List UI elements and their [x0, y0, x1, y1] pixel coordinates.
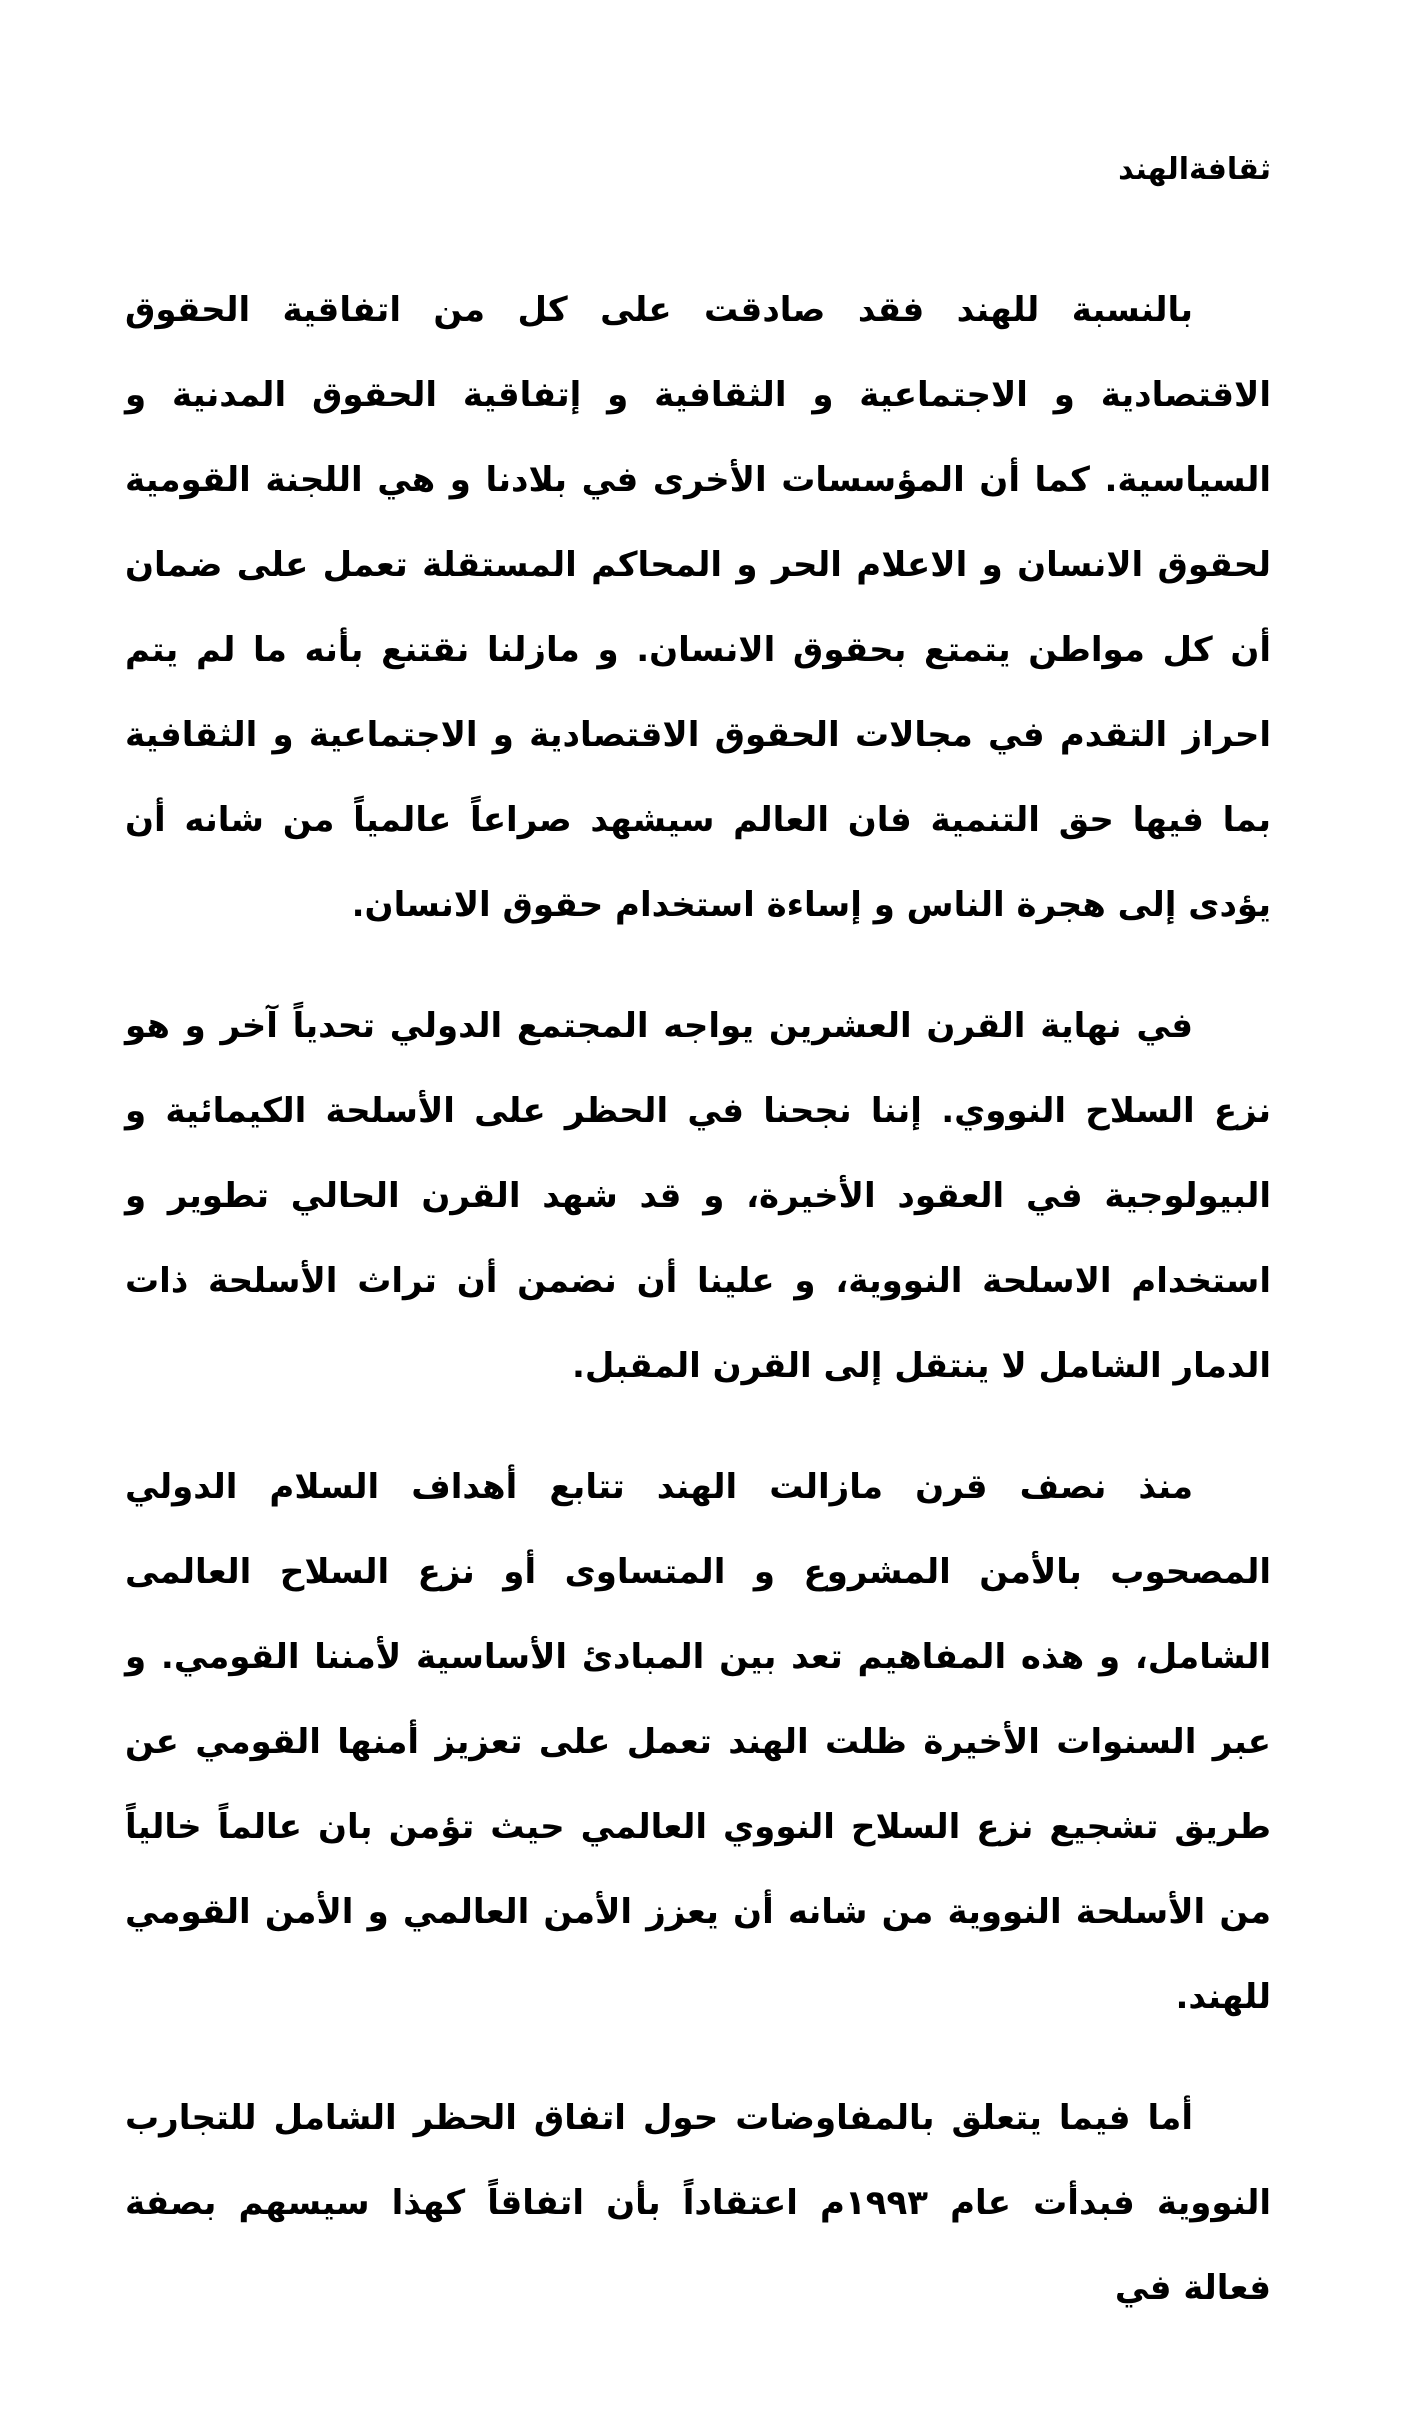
paragraph-test-ban-treaty: أما فيما يتعلق بالمفاوضات حول اتفاق الحظر الشامل للتجارب النووية فبدأت عام ١٩٩٣م اعتقاداً بأن اتفاقاً كهذا سيسهم بصفة فعالة في	[125, 2098, 1271, 2308]
paragraph-international-peace: منذ نصف قرن مازالت الهند تتابع أهداف السلام الدولي المصحوب بالأمن المشروع و المتساوى أو نزع السلاح العالمى الشامل، و هذه المفاهيم تعد بين المبادئ الأساسية لأمننا القومي. و عبر السنوات الأخيرة ظلت الهند تعمل على تعزيز أمنها القومي عن طريق تشجيع نزع السلاح النووي العالمي حيث تؤمن بان عالماً خالياً من الأسلحة النووية من شانه أن يعزز الأمن العالمي و الأمن القومي للهند.	[125, 1467, 1271, 2017]
paragraph-nuclear-disarmament: في نهاية القرن العشرين يواجه المجتمع الدولي تحدياً آخر و هو نزع السلاح النووي. إننا نجحنا في الحظر على الأسلحة الكيمائية و البيولوجية في العقود الأخيرة، و قد شهد القرن الحالي تطوير و استخدام الاسلحة النووية، و علينا أن نضمن أن تراث الأسلحة ذات الدمار الشامل لا ينتقل إلى القرن المقبل.	[125, 1006, 1271, 1386]
body-text	[125, 268, 1271, 2367]
paragraph-human-rights: بالنسبة للهند فقد صادقت على كل من اتفاقية الحقوق الاقتصادية و الاجتماعية و الثقافية و إتفاقية الحقوق المدنية و السياسية. كما أن المؤسسات الأخرى في بلادنا و هي اللجنة القومية لحقوق الانسان و الاعلام الحر و المحاكم المستقلة تعمل على ضمان أن كل مواطن يتمتع بحقوق الانسان. و مازلنا نقتنع بأنه ما لم يتم احراز التقدم في مجالات الحقوق الاقتصادية و الاجتماعية و الثقافية بما فيها حق التنمية فان العالم سيشهد صراعاً عالمياً من شانه أن يؤدى إلى هجرة الناس و إساءة استخدام حقوق الانسان.	[125, 290, 1271, 925]
page-running-header: ثقافةالهند	[1118, 152, 1271, 187]
